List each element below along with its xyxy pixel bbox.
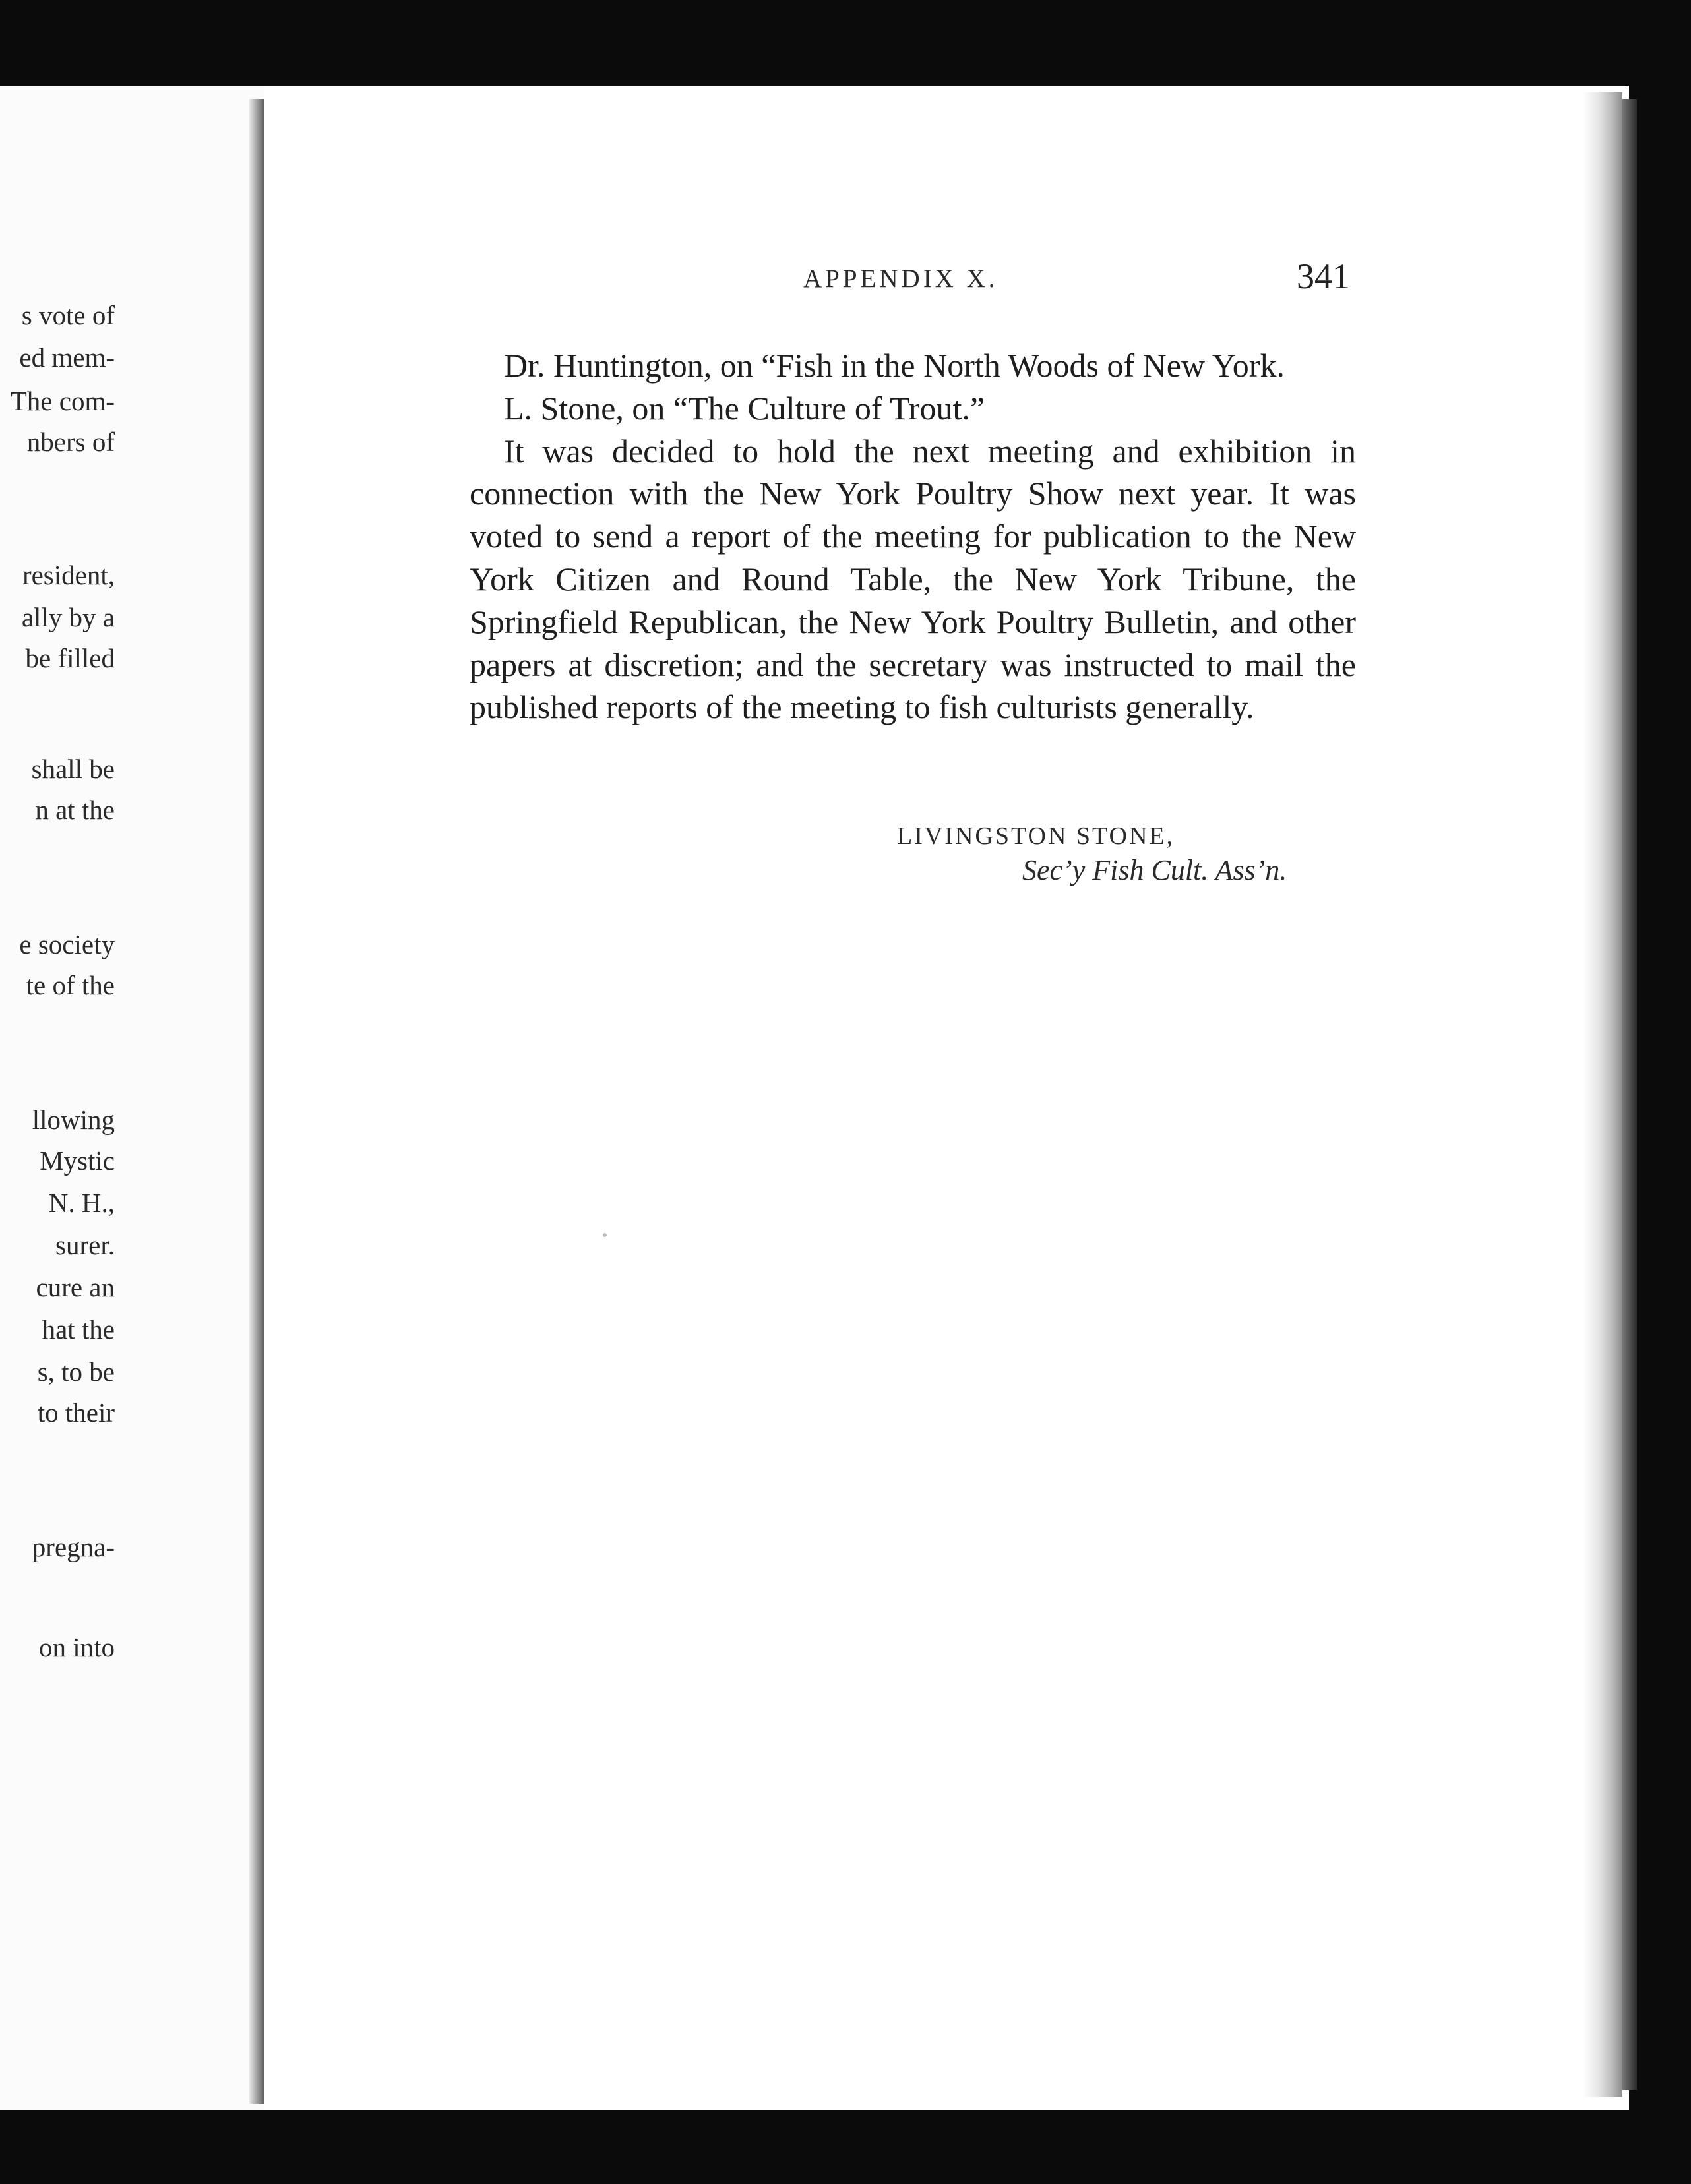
paper-speck bbox=[603, 1233, 607, 1237]
paragraph-meeting-decision: It was decided to hold the next meeting and exhibition in connection with the New York Poultry Show next year. It was voted to send a report of the meeting for publication to the New York Citizen and Round Table, the New York Tribune, the Springfield Republican, the New York Poultry Bulletin, and other papers at discretion; and the secretary was instructed to mail the published reports of the meeting to fish culturists generally. bbox=[470, 432, 1356, 726]
page-number: 341 bbox=[1297, 257, 1350, 296]
paragraph-stone: L. Stone, on “The Culture of Trout.” bbox=[504, 389, 985, 427]
left-page-line: nbers of bbox=[26, 427, 115, 457]
left-page-line: llowing bbox=[32, 1105, 115, 1135]
left-page-line: shall be bbox=[31, 754, 115, 784]
right-page-edge bbox=[1583, 92, 1622, 2097]
left-page-line: s vote of bbox=[21, 300, 115, 330]
left-page-fragment bbox=[0, 86, 264, 2110]
left-page-line: n at the bbox=[35, 795, 115, 825]
left-page-line: N. H., bbox=[48, 1188, 115, 1218]
running-head: APPENDIX X. bbox=[803, 264, 999, 293]
page-stack-edge bbox=[1622, 99, 1637, 2090]
left-page-line: The com- bbox=[10, 386, 115, 416]
left-page-line: to their bbox=[37, 1397, 115, 1428]
left-page-line: Mystic bbox=[40, 1145, 115, 1176]
left-page-line: pregna- bbox=[32, 1532, 115, 1562]
left-page-line: be filled bbox=[25, 643, 115, 673]
left-page-line: s, to be bbox=[37, 1356, 115, 1387]
left-page-line: e society bbox=[19, 929, 115, 959]
paragraph-huntington: Dr. Huntington, on “Fish in the North Woods of New York. bbox=[504, 347, 1285, 384]
left-page-line: ally by a bbox=[21, 602, 115, 632]
signer-name: LIVINGSTON STONE, bbox=[897, 822, 1175, 850]
page-body bbox=[470, 344, 1356, 729]
left-page-line: on into bbox=[38, 1632, 115, 1662]
left-page-line: surer. bbox=[55, 1230, 115, 1260]
left-page-line: hat the bbox=[42, 1314, 115, 1345]
left-page-line: te of the bbox=[26, 970, 115, 1000]
left-page-line: resident, bbox=[22, 560, 115, 590]
left-page-line: ed mem- bbox=[19, 342, 115, 373]
left-page-line: cure an bbox=[36, 1272, 115, 1302]
signer-title: Sec’y Fish Cult. Ass’n. bbox=[1022, 854, 1287, 886]
